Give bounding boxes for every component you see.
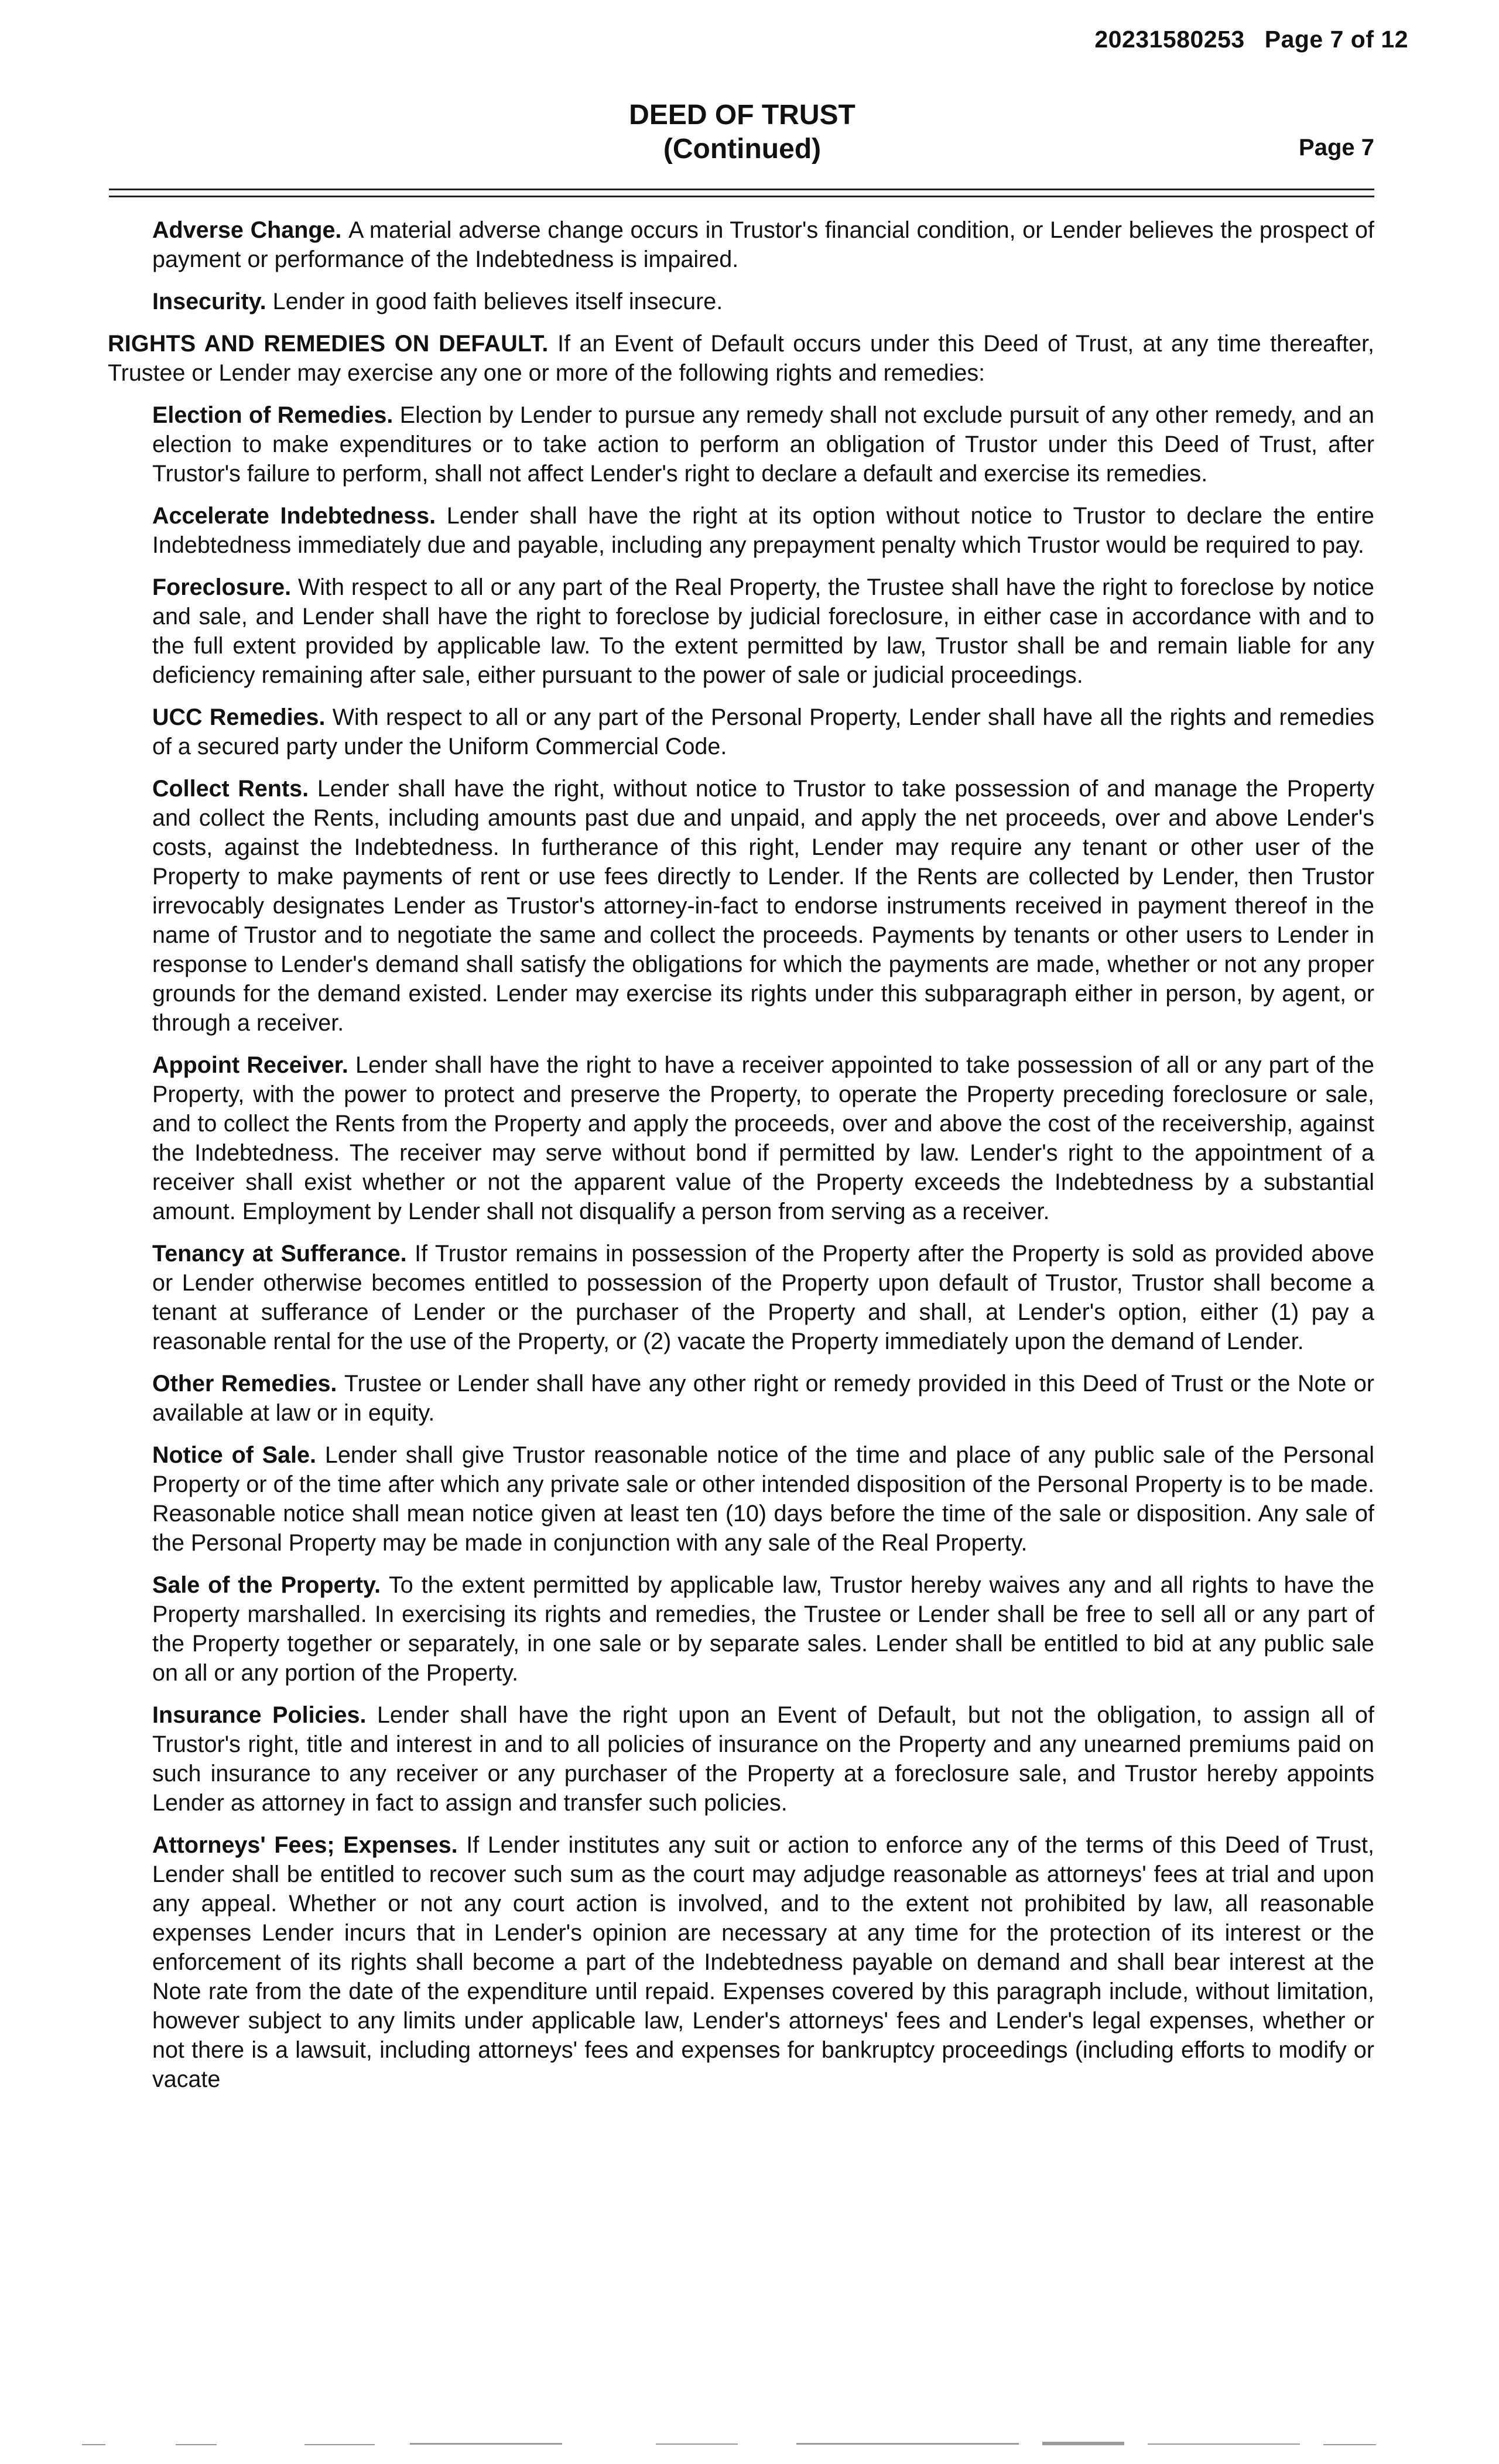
paragraph (152, 287, 1374, 316)
paragraph-text: If an Event of Default occurs under this Deed of Trust, at any time thereafter, Trustee or Lender may exercise any one or more of the following rights and remedies: (108, 331, 1374, 386)
paragraph (108, 329, 1374, 388)
page-of-count: Page 7 of 12 (1264, 26, 1408, 53)
paragraph-heading: Attorneys' Fees; Expenses. (152, 1832, 458, 1858)
paragraph-heading: Adverse Change. (152, 217, 342, 243)
paragraph-text: If Trustor remains in possession of the Property after the Property is sold as provided above or Lender otherwise becomes entitled to possession of the Property upon default of Trustor, Trustor shall become a tenant at sufferance of Lender or the purchaser of the Property and shall, at Lender's option, either (1) pay a reasonable rental for the use of the Property, or (2) vacate the Property immediately upon the demand of Lender. (152, 1241, 1374, 1354)
header-rule-bottom (109, 196, 1374, 197)
paragraph-heading: Sale of the Property. (152, 1572, 381, 1598)
paragraph-text: With respect to all or any part of the Personal Property, Lender shall have all the rights and remedies of a secured party under the Uniform Commercial Code. (152, 704, 1374, 759)
paragraph-text: With respect to all or any part of the Real Property, the Trustee shall have the right to foreclose by notice and sale, and Lender shall have the right to foreclose by judicial foreclosure, in either case in accordance with and to the full extent provided by applicable law. To the extent permitted by law, Trustor shall be and remain liable for any deficiency remaining after sale, either pursuant to the power of sale or judicial proceedings. (152, 574, 1374, 688)
paragraph (152, 1700, 1374, 1818)
paragraph-heading: Appoint Receiver. (152, 1052, 348, 1078)
paragraph-text: To the extent permitted by applicable law, Trustor hereby waives any and all rights to have the Property marshalled. In exercising its rights and remedies, the Trustee or Lender shall be free to sell all or any part of the Property together or separately, in one sale or by separate sales. Lender shall be entitled to bid at any public sale on all or any portion of the Property. (152, 1572, 1374, 1686)
paragraph (152, 703, 1374, 761)
paragraph (152, 401, 1374, 488)
paragraph-heading: RIGHTS AND REMEDIES ON DEFAULT. (108, 331, 549, 357)
paragraph-text: Lender in good faith believes itself insecure. (272, 289, 723, 314)
paragraph-text: Lender shall have the right at its option without notice to Trustor to declare the entire Indebtedness immediately due and payable, including any prepayment penalty which Trustor would be required to pay. (152, 503, 1374, 558)
paragraph-heading: Tenancy at Sufferance. (152, 1241, 407, 1267)
paragraph (152, 1440, 1374, 1558)
document-number: 20231580253 (1094, 26, 1245, 53)
paragraph (152, 1239, 1374, 1356)
scan-artifact-strip (0, 2439, 1499, 2451)
paragraph-text: Lender shall have the right upon an Event of Default, but not the obligation, to assign all of Trustor's right, title and interest in and to all policies of insurance on the Property and any unearned premiums paid on such insurance to any receiver or any purchaser of the Property at a foreclosure sale, and Trustor hereby appoints Lender as attorney in fact to assign and transfer such policies. (152, 1702, 1375, 1816)
paragraph-text: Trustee or Lender shall have any other right or remedy provided in this Deed of Trust or the Note or available at law or in equity. (152, 1371, 1374, 1426)
document-body (108, 215, 1374, 2107)
paragraph-heading: Collect Rents. (152, 776, 309, 802)
paragraph (152, 1050, 1374, 1226)
paragraph-heading: Other Remedies. (152, 1371, 337, 1397)
paragraph-heading: UCC Remedies. (152, 704, 326, 730)
document-title: DEED OF TRUST (629, 100, 855, 131)
paragraph-heading: Insurance Policies. (152, 1702, 367, 1728)
paragraph (152, 573, 1374, 690)
paragraph-heading: Foreclosure. (152, 574, 292, 600)
paragraph-text: Election by Lender to pursue any remedy shall not exclude pursuit of any other remedy, and an election to make expenditures or to take action to perform an obligation of Trustor under this Deed of Trust, after Trustor's failure to perform, shall not affect Lender's right to declare a default and exercise its remedies. (152, 402, 1374, 487)
paragraph-text: A material adverse change occurs in Trustor's financial condition, or Lender believes the prospect of payment or performance of the Indebtedness is impaired. (152, 217, 1375, 272)
paragraph-text: Lender shall give Trustor reasonable notice of the time and place of any public sale of the Personal Property or of the time after which any private sale or other intended disposition of the Personal Property is to be made. Reasonable notice shall mean notice given at least ten (10) days before the time of the sale or disposition. Any sale of the Personal Property may be made in conjunction with any sale of the Real Property. (152, 1442, 1374, 1556)
paragraph (152, 1830, 1374, 2094)
paragraph-heading: Election of Remedies. (152, 402, 393, 428)
header-rule-top (109, 189, 1374, 190)
paragraph (152, 774, 1374, 1038)
page-label: Page 7 (1299, 135, 1374, 160)
paragraph-heading: Notice of Sale. (152, 1442, 316, 1468)
paragraph-text: Lender shall have the right to have a receiver appointed to take possession of all or any part of the Property, with the power to protect and preserve the Property, to operate the Property preceding foreclosure or sale, and to collect the Rents from the Property and apply the proceeds, over and above the cost of the receivership, against the Indebtedness. The receiver may serve without bond if permitted by law. Lender's right to the appointment of a receiver shall exist whether or not the apparent value of the Property exceeds the Indebtedness by a substantial amount. Employment by Lender shall not disqualify a person from serving as a receiver. (152, 1052, 1374, 1224)
paragraph-heading: Insecurity. (152, 289, 266, 314)
paragraph-heading: Accelerate Indebtedness. (152, 503, 436, 529)
paragraph (152, 1369, 1374, 1428)
paragraph (152, 501, 1374, 560)
paragraph-text: Lender shall have the right, without notice to Trustor to take possession of and manage the Property and collect the Rents, including amounts past due and unpaid, and apply the net proceeds, over and above Lender's costs, against the Indebtedness. In furtherance of this right, Lender may require any tenant or other user of the Property to make payments of rent or use fees directly to Lender. If the Rents are collected by Lender, then Trustor irrevocably designates Lender as Trustor's attorney-in-fact to endorse instruments received in payment thereof in the name of Trustor and to negotiate the same and collect the proceeds. Payments by tenants or other users to Lender in response to Lender's demand shall satisfy the obligations for which the payments are made, whether or not any proper grounds for the demand existed. Lender may exercise its rights under this subparagraph either in person, by agent, or through a receiver. (152, 776, 1374, 1036)
document-title-block (0, 98, 1484, 166)
document-reference (1094, 26, 1408, 53)
paragraph (152, 1570, 1374, 1688)
paragraph (152, 215, 1374, 274)
document-subtitle: (Continued) (663, 134, 822, 165)
paragraph-text: If Lender institutes any suit or action to enforce any of the terms of this Deed of Trust, Lender shall be entitled to recover such sum as the court may adjudge reasonable as attorneys' fees at trial and upon any appeal. Whether or not any court action is involved, and to the extent not prohibited by law, all reasonable expenses Lender incurs that in Lender's opinion are necessary at any time for the protection of its interest or the enforcement of its rights shall become a part of the Indebtedness payable on demand and shall bear interest at the Note rate from the date of the expenditure until repaid. Expenses covered by this paragraph include, without limitation, however subject to any limits under applicable law, Lender's attorneys' fees and Lender's legal expenses, whether or not there is a lawsuit, including attorneys' fees and expenses for bankruptcy proceedings (including efforts to modify or vacate (152, 1832, 1374, 2092)
